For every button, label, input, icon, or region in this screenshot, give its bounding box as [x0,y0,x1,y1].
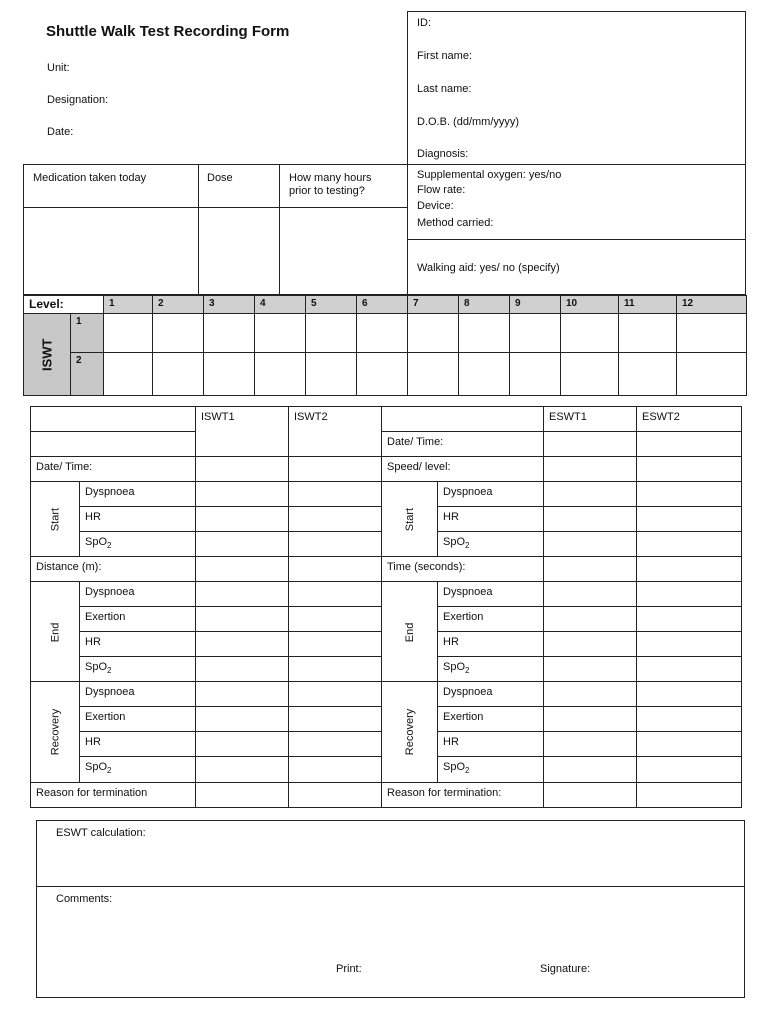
iswt-recovery-label: Recovery [31,682,80,782]
eswt-start-label: Start [382,482,438,557]
eswt-recovery-spo2: SpO$_2$ [438,757,544,782]
eswt-start-spo2: SpO$_2$ [438,532,544,557]
eswt-end-hr: HR [438,632,544,657]
iswt-recovery-dyspnoea: Dyspnoea [80,682,196,707]
level-number: 10 [561,296,619,314]
iswt-row-number: 1 [71,314,104,353]
eswt-recovery-hr: HR [438,732,544,757]
iswt-recovery-hr: HR [80,732,196,757]
level-label: Level: [24,296,104,314]
signature-label: Signature: [540,963,591,975]
walking-aid-label: Walking aid: yes/ no (specify) [417,262,560,274]
eswt-recovery-exertion: Exertion [438,707,544,732]
supplemental-oxygen-label: Supplemental oxygen: yes/no [417,169,562,181]
eswt-end-dyspnoea: Dyspnoea [438,582,544,607]
eswt-recovery-label: Recovery [382,682,438,782]
iswt2-header: ISWT2 [289,407,382,457]
method-carried-label: Method carried: [417,217,494,229]
hours-label-1: How many hours [289,172,372,184]
eswt-reason-label: Reason for termination: [382,782,544,807]
level-number: 2 [153,296,204,314]
last-name-label: Last name: [417,83,472,95]
eswt-start-hr: HR [438,507,544,532]
level-number: 6 [357,296,408,314]
iswt-side-label: ISWT [24,314,71,396]
level-number: 8 [459,296,510,314]
level-grid [23,295,747,396]
device-label: Device: [417,200,454,212]
eswt1-header: ESWT1 [544,407,637,432]
unit-label: Unit: [47,62,70,74]
eswt-date-time-label: Date/ Time: [382,432,544,457]
comments-label: Comments: [56,893,113,905]
iswt-end-dyspnoea: Dyspnoea [80,582,196,607]
eswt-end-spo2: SpO$_2$ [438,657,544,682]
iswt-reason-label: Reason for termination [31,782,196,807]
iswt-end-label: End [31,582,80,682]
eswt-calculation-label: ESWT calculation: [56,827,146,839]
eswt-recovery-dyspnoea: Dyspnoea [438,682,544,707]
level-number: 7 [408,296,459,314]
flow-rate-label: Flow rate: [417,184,466,196]
iswt-end-spo2: SpO$_2$ [80,657,196,682]
medication-label: Medication taken today [33,172,147,184]
id-label: ID: [417,17,432,29]
eswt-speed-label: Speed/ level: [382,457,544,482]
eswt2-header: ESWT2 [637,407,742,432]
iswt-start-label: Start [31,482,80,557]
iswt-end-exertion: Exertion [80,607,196,632]
form-title: Shuttle Walk Test Recording Form [46,23,290,40]
iswt-date-time-label: Date/ Time: [31,457,196,482]
level-number: 4 [255,296,306,314]
iswt-row-number: 2 [71,353,104,396]
iswt-start-spo2: SpO$_2$ [80,532,196,557]
eswt-end-exertion: Exertion [438,607,544,632]
dob-label: D.O.B. (dd/mm/yyyy) [417,116,520,128]
level-number: 9 [510,296,561,314]
diagnosis-label: Diagnosis: [417,148,469,160]
level-number: 3 [204,296,255,314]
iswt-recovery-exertion: Exertion [80,707,196,732]
print-label: Print: [336,963,362,975]
iswt-start-dyspnoea: Dyspnoea [80,482,196,507]
level-number: 12 [677,296,747,314]
iswt-end-hr: HR [80,632,196,657]
hours-label-2: prior to testing? [289,185,365,197]
results-table [30,406,742,808]
first-name-label: First name: [417,50,473,62]
level-number: 1 [104,296,153,314]
distance-label: Distance (m): [31,557,196,582]
date-label: Date: [47,126,74,138]
iswt-recovery-spo2: SpO$_2$ [80,757,196,782]
level-number: 5 [306,296,357,314]
eswt-start-dyspnoea: Dyspnoea [438,482,544,507]
eswt-end-label: End [382,582,438,682]
time-seconds-label: Time (seconds): [382,557,544,582]
dose-label: Dose [207,172,233,184]
level-number: 11 [619,296,677,314]
footer-box [36,820,745,998]
iswt1-header: ISWT1 [196,407,289,457]
iswt-start-hr: HR [80,507,196,532]
designation-label: Designation: [47,94,109,106]
